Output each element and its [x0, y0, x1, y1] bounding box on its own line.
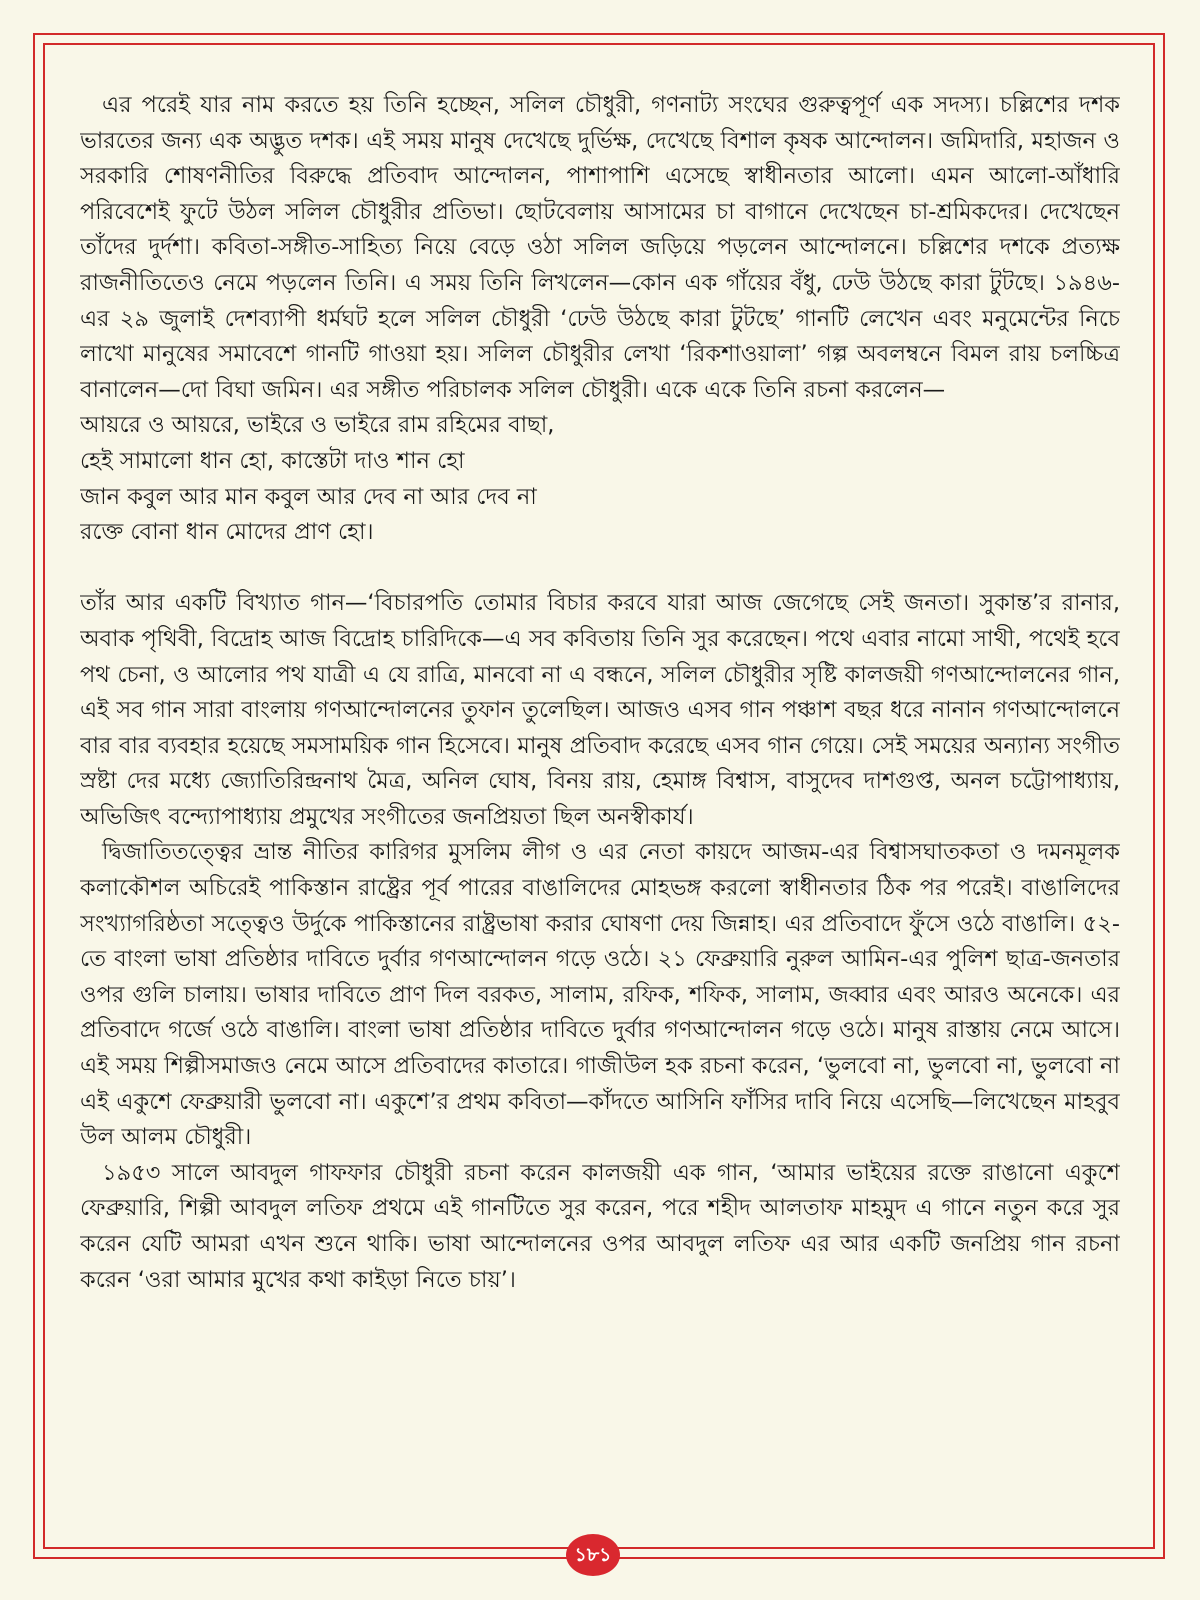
paragraph-language-movement: দ্বিজাতিতত্ত্বের ভ্রান্ত নীতির কারিগর মুসলিম লীগ ও এর নেতা কায়দে আজম-এর বিশ্বাসঘাতকতা ও দমনমূলক কলাকৌশল অচিরেই পাকিস্তান রাষ্ট্রের পূর্ব পারের বাঙালিদের মোহভঙ্গ করলো স্বাধীনতার ঠিক পর পরেই। বাঙালিদের সংখ্যাগরিষ্ঠতা সত্ত্বেও উর্দুকে পাকিস্তানের রাষ্ট্রভাষা করার ঘোষণা দেয় জিন্নাহ। এর প্রতিবাদে ফুঁসে ওঠে বাঙালি। ৫২-তে বাংলা ভাষা প্রতিষ্ঠার দাবিতে দুর্বার গণআন্দোলন গড়ে ওঠে। ২১ ফেব্রুয়ারি নুরুল আমিন-এর পুলিশ ছাত্র-জনতার ওপর গুলি চালায়। ভাষার দাবিতে প্রাণ দিল বরকত, সালাম, রফিক, শফিক, সালাম, জব্বার এবং আরও অনেকে। এর প্রতিবাদে গর্জে ওঠে বাঙালি। বাংলা ভাষা প্রতিষ্ঠার দাবিতে দুর্বার গণআন্দোলন গড়ে ওঠে। মানুষ রাস্তায় নেমে আসে। এই সময় শিল্পীসমাজও নেমে আসে প্রতিবাদের কাতারে। গাজীউল হক রচনা করেন, ‘ভুলবো না, ভুলবো না, ভুলবো না এই একুশে ফেব্রুয়ারী ভুলবো না। একুশে’র প্রথম কবিতা—কাঁদতে আসিনি ফাঁসির দাবি নিয়ে এসেছি—লিখেছেন মাহবুব উল আলম চৌধুরী। [80, 839, 1120, 1151]
paragraph-gap [80, 551, 1120, 587]
paragraph-ekushe-song: ১৯৫৩ সালে আবদুল গাফফার চৌধুরী রচনা করেন কালজয়ী এক গান, ‘আমার ভাইয়ের রক্তে রাঙানো একুশে ফেব্রুয়ারি, শিল্পী আবদুল লতিফ প্রথমে এই গানটিতে সুর করেন, পরে শহীদ আলতাফ মাহমুদ এ গানে নতুন করে সুর করেন যেটি আমরা এখন শুনে থাকি। ভাষা আন্দোলনের ওপর আবদুল লতিফ এর আর একটি জনপ্রিয় গান রচনা করেন ‘ওরা আমার মুখের কথা কাইড়া নিতে চায়’। [80, 1159, 1120, 1293]
song-line: আয়রে ও আয়রে, ভাইরে ও ভাইরে রাম রহিমের বাছা, [80, 412, 555, 439]
song-line: রক্তে বোনা ধান মোদের প্রাণ হো। [80, 519, 374, 546]
paragraph-famous-songs: তাঁর আর একটি বিখ্যাত গান—‘বিচারপতি তোমার বিচার করবে যারা আজ জেগেছে সেই জনতা। সুকান্ত’র রানার, অবাক পৃথিবী, বিদ্রোহ আজ বিদ্রোহ চারিদিকে—এ সব কবিতায় তিনি সুর করেছেন। পথে এবার নামো সাথী, পথেই হবে পথ চেনা, ও আলোর পথ যাত্রী এ যে রাত্রি, মানবো না এ বন্ধনে, সলিল চৌধুরীর সৃষ্টি কালজয়ী গণআন্দোলনের গান, এই সব গান সারা বাংলায় গণআন্দোলনের তুফান তুলেছিল। আজও এসব গান পঞ্চাশ বছর ধরে নানান গণআন্দোলনে বার বার ব্যবহার হয়েছে সমসাময়িক গান হিসেবে। মানুষ প্রতিবাদ করেছে এসব গান গেয়ে। সেই সময়ের অন্যান্য সংগীত স্রষ্টা দের মধ্যে জ্যোতিরিন্দ্রনাথ মৈত্র, অনিল ঘোষ, বিনয় রায়, হেমাঙ্গ বিশ্বাস, বাসুদেব দাশগুপ্ত, অনল চট্টোপাধ্যায়, অভিজিৎ বন্দ্যোপাধ্যায় প্রমুখের সংগীতের জনপ্রিয়তা ছিল অনস্বীকার্য। [80, 590, 1120, 830]
page-content [80, 88, 1120, 1493]
song-line: জান কবুল আর মান কবুল আর দেব না আর দেব না [80, 483, 537, 510]
page-number-badge: ১৮১ [566, 1534, 620, 1576]
song-excerpt [80, 408, 1120, 550]
paragraph-salil-chowdhury: এর পরেই যার নাম করতে হয় তিনি হচ্ছেন, সলিল চৌধুরী, গণনাট্য সংঘের গুরুত্বপূর্ণ এক সদস্য। চল্লিশের দশক ভারতের জন্য এক অদ্ভুত দশক। এই সময় মানুষ দেখেছে দুর্ভিক্ষ, দেখেছে বিশাল কৃষক আন্দোলন। জমিদারি, মহাজন ও সরকারি শোষণনীতির বিরুদ্ধে প্রতিবাদ আন্দোলন, পাশাপাশি এসেছে স্বাধীনতার আলো। এমন আলো-আঁধারি পরিবেশেই ফুটে উঠল সলিল চৌধুরীর প্রতিভা। ছোটবেলায় আসামের চা বাগানে দেখেছেন চা-শ্রমিকদের। দেখেছেন তাঁদের দুর্দশা। কবিতা-সঙ্গীত-সাহিত্য নিয়ে বেড়ে ওঠা সলিল জড়িয়ে পড়লেন আন্দোলনে। চল্লিশের দশকে প্রত্যক্ষ রাজনীতিতেও নেমে পড়লেন তিনি। এ সময় তিনি লিখলেন—কোন এক গাঁয়ের বঁধু, ঢেউ উঠছে কারা টুটছে। ১৯৪৬-এর ২৯ জুলাই দেশব্যাপী ধর্মঘট হলে সলিল চৌধুরী ‘ঢেউ উঠছে কারা টুটছে’ গানটি লেখেন এবং মনুমেন্টের নিচে লাখো মানুষের সমাবেশে গানটি গাওয়া হয়। সলিল চৌধুরীর লেখা ‘রিকশাওয়ালা’ গল্প অবলম্বনে বিমল রায় চলচ্চিত্র বানালেন—দো বিঘা জমিন। এর সঙ্গীত পরিচালক সলিল চৌধুরী। একে একে তিনি রচনা করলেন— [80, 92, 1120, 403]
song-line: হেই সামালো ধান হো, কাস্তেটা দাও শান হো [80, 447, 465, 474]
